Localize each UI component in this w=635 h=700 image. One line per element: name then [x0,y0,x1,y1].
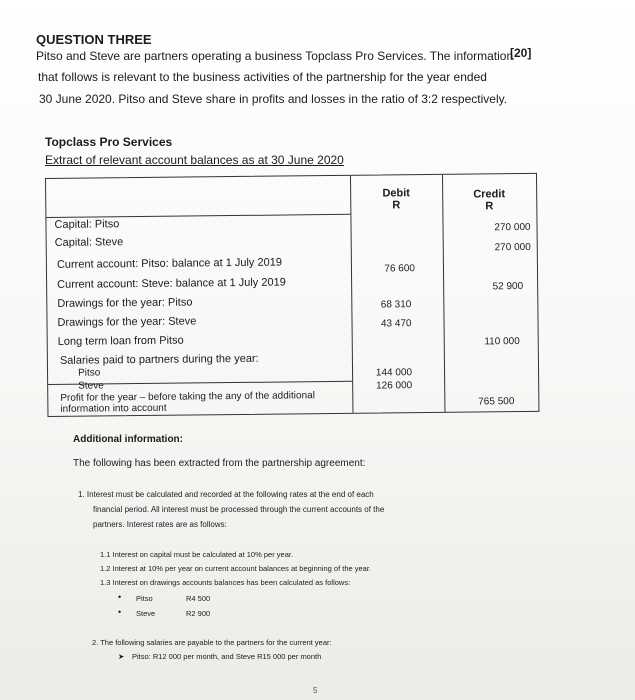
question-title: QUESTION THREE [36,32,152,47]
row-credit: 765 500 [478,396,515,408]
row-debit: 144 000 [375,367,413,379]
row-label: Salaries paid to partners during the year: [59,352,259,367]
row-label: Drawings for the year: Pitso [57,296,193,310]
row-label: Current account: Steve: balance at 1 July 2019 [57,276,286,291]
row-credit: 52 900 [492,280,524,293]
item2-salaries: Pitso: R12 000 per month, and Steve R15 000 per month [132,652,322,661]
additional-title: Additional information: [73,434,183,445]
bullet-icon: • [118,592,122,602]
intro-line-2: that follows is relevant to the business activities of the partnership for the year ended [38,70,487,84]
row-credit: 110 000 [484,336,520,348]
row-sub-label: Steve [78,380,104,392]
arrow-right-icon: ➤ [118,652,125,661]
additional-intro: The following has been extracted from the partnership agreement: [73,458,366,469]
bullet-name: Pitso [136,594,153,603]
page-number: 5 [313,686,318,695]
bullet-value: R4 500 [186,594,211,603]
balances-table [45,173,539,417]
row-label-continued: information into account [60,402,167,415]
bullet-icon: • [118,607,122,617]
row-sub-label: Pitso [77,367,101,379]
row-debit: 68 310 [380,299,412,311]
section-subtitle: Extract of relevant account balances as at 30 June 2020 [45,153,344,167]
bullet-name: Steve [136,609,156,618]
row-label: Capital: Pitso [54,218,120,231]
row-label: Current account: Pitso: balance at 1 July 2019 [56,256,282,271]
debit-header: Debit R [382,187,410,212]
section-title: Topclass Pro Services [45,135,173,149]
item1-sub-1: 1.1 Interest on capital must be calculated at 10% per year. [100,550,294,559]
item2-line: 2. The following salaries are payable to the partners for the current year: [92,638,332,647]
item1-line-2: financial period. All interest must be processed through the current accounts of the [93,505,385,514]
row-label: Drawings for the year: Steve [57,315,197,329]
item1-line-3: partners. Interest rates are as follows: [93,520,227,529]
intro-line-3: 30 June 2020. Pitso and Steve share in profits and losses in the ratio of 3:2 respectively. [39,92,508,106]
row-label: Profit for the year – before taking the any of the additional [60,390,315,404]
bullet-value: R2 900 [186,609,211,618]
row-credit: 270 000 [494,221,531,234]
item1-sub-3: 1.3 Interest on drawings accounts balances has been calculated as follows: [100,578,351,587]
intro-line-1: Pitso and Steve are partners operating a business Topclass Pro Services. The information [36,49,514,63]
row-label: Capital: Steve [54,236,124,249]
item1-line-1: 1. Interest must be calculated and recorded at the following rates at the end of each [78,490,374,499]
table-header-line [46,214,350,218]
row-label: Long term loan from Pitso [57,334,184,348]
question-marks: [20] [510,46,532,60]
row-debit: 76 600 [384,263,416,275]
credit-header: Credit R [473,188,506,213]
row-debit: 43 470 [380,318,412,330]
item1-sub-2: 1.2 Interest at 10% per year on current account balances at beginning of the year. [100,564,372,573]
row-credit: 270 000 [494,241,531,254]
row-debit: 126 000 [375,380,413,392]
